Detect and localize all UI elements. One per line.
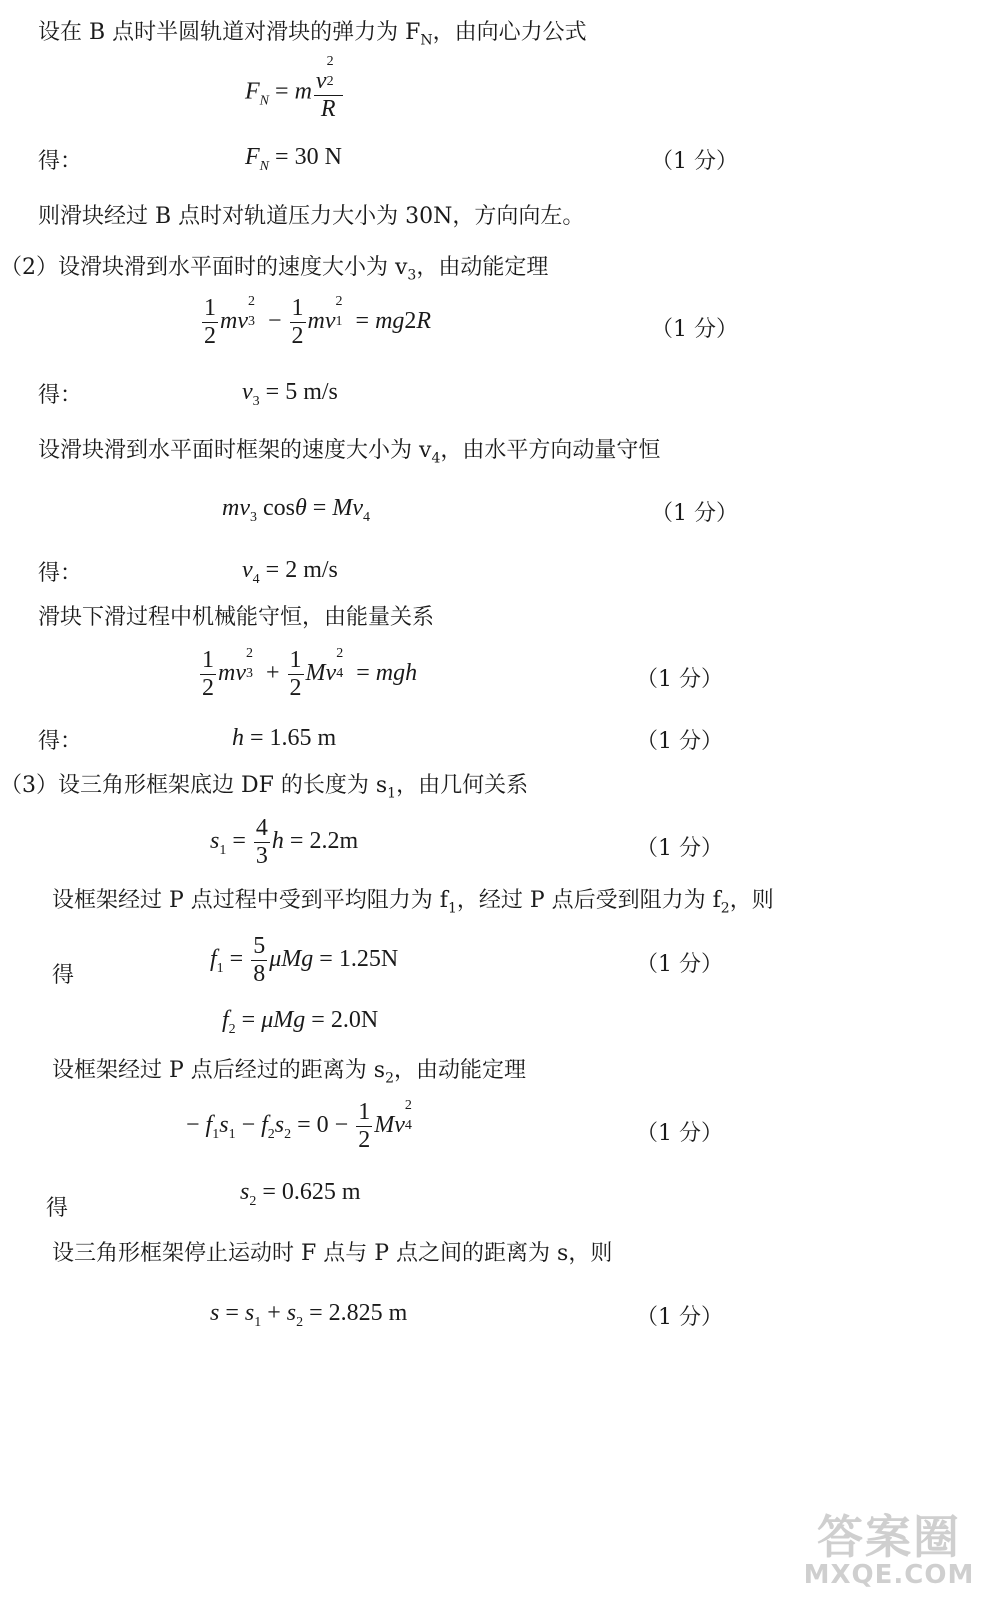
subscript: 1 xyxy=(447,900,457,917)
result-label: 得： xyxy=(38,383,83,408)
equation-s-total: $s = s_1 + s_2 = 2.825$ m xyxy=(210,1300,408,1330)
text-part: 设框架经过 P 点后经过的距离为 s xyxy=(52,1058,386,1083)
score-mark: （1 分） xyxy=(636,1121,723,1146)
subscript: 2 xyxy=(720,900,730,917)
text-part: ，经过 P 点后受到阻力为 f xyxy=(456,888,721,913)
text-part: ，由动能定理 xyxy=(416,255,549,280)
equation-f2: $f_2 = \mu Mg = 2.0N$ xyxy=(222,1007,379,1037)
value: 1.65 m xyxy=(269,725,337,751)
equation-v4-result: $v_4 = 2$ m/s xyxy=(242,557,338,587)
score-mark: （1 分） xyxy=(636,1305,723,1330)
subscript: N xyxy=(420,32,433,49)
value: 2.2m xyxy=(309,828,359,855)
equation-kinetic-energy: $\frac{1}{2}$ mv 2 3 − $\frac{1}{2}$ mv 2 1 = mg2R xyxy=(204,294,432,350)
equation-s2-result: $s_2 = 0.625$ m xyxy=(240,1179,361,1209)
watermark-url: MXQE.COM xyxy=(803,1560,975,1590)
value: 5 m/s xyxy=(285,379,338,405)
text-part: ，由水平方向动量守恒 xyxy=(440,438,661,463)
text-line-3 xyxy=(0,257,548,282)
text-line-2: 则滑块经过 B 点时对轨道压力大小为 30N，方向向左。 xyxy=(38,204,585,229)
equation-momentum: $mv_3$ $\cos\theta = Mv_4$ xyxy=(222,495,370,525)
equation-v3-result: $v_3 = 5$ m/s xyxy=(242,379,338,409)
score-mark: （1 分） xyxy=(651,149,738,174)
score-mark: （1 分） xyxy=(636,729,723,754)
subscript: 2 xyxy=(385,1070,394,1087)
result-label: 得： xyxy=(38,561,83,586)
value: 2.825 m xyxy=(328,1300,408,1326)
result-label: 得 xyxy=(52,963,75,988)
equation-fn-result: $F_N = 30$ N xyxy=(245,144,342,174)
value: 2 m/s xyxy=(285,557,338,583)
equation-s1: $s_1$ = $\frac{4}{3}$ h = 2.2m xyxy=(210,815,359,870)
score-mark: （1 分） xyxy=(636,667,723,692)
watermark-text: 答案圈 xyxy=(817,1510,961,1564)
equation-mechanical-energy: $\frac{1}{2}$ mv 2 3 + $\frac{1}{2}$ Mv 2 4 = mgh xyxy=(202,646,418,702)
text-part: 设滑块滑到水平面时框架的速度大小为 v xyxy=(38,438,432,463)
score-mark: （1 分） xyxy=(636,952,723,977)
subscript: 4 xyxy=(431,450,441,467)
text-line-6 xyxy=(0,775,528,800)
value: 1.25N xyxy=(338,946,399,973)
text-line-4 xyxy=(38,440,660,465)
text-line-7 xyxy=(52,890,774,915)
text-part: 设在 B 点时半圆轨道对滑块的弹力为 F xyxy=(38,20,421,45)
equation-work-energy: − $f_1s_1 - f_2s_2 = 0$ − $\frac{1}{2}$ Mv 2 4 xyxy=(186,1098,412,1154)
text-part: ，由动能定理 xyxy=(394,1058,527,1083)
value: 30 N xyxy=(294,144,342,170)
result-label: 得： xyxy=(38,149,83,174)
subscript: 3 xyxy=(407,267,417,284)
text-part: ，由向心力公式 xyxy=(432,20,587,45)
result-label: 得 xyxy=(46,1196,69,1221)
result-label: 得： xyxy=(38,729,83,754)
text-part: （3）设三角形框架底边 DF 的长度为 s xyxy=(0,773,388,798)
score-mark: （1 分） xyxy=(651,501,738,526)
value: 2.0N xyxy=(330,1007,379,1033)
text-part: （2）设滑块滑到水平面时的速度大小为 v xyxy=(0,255,408,280)
text-line-1 xyxy=(38,22,587,47)
text-part: ，则 xyxy=(729,888,774,913)
text-part: ，由几何关系 xyxy=(396,773,529,798)
score-mark: （1 分） xyxy=(651,317,738,342)
text-line-9: 设三角形框架停止运动时 F 点与 P 点之间的距离为 s，则 xyxy=(52,1241,613,1266)
text-part: 设框架经过 P 点过程中受到平均阻力为 f xyxy=(52,888,448,913)
equation-f1: $f_1$ = $\frac{5}{8}$ μMg = 1.25N xyxy=(210,933,399,988)
equation-centripetal: $F_N = m$ v 2 2 R xyxy=(245,64,345,122)
subscript: 1 xyxy=(387,785,397,802)
text-line-8 xyxy=(52,1060,526,1085)
score-mark: （1 分） xyxy=(636,836,723,861)
equation-h-result: h = 1.65 m xyxy=(232,725,337,751)
watermark-logo xyxy=(794,1510,984,1594)
text-line-5: 滑块下滑过程中机械能守恒，由能量关系 xyxy=(38,605,435,630)
value: 0.625 m xyxy=(281,1179,361,1205)
